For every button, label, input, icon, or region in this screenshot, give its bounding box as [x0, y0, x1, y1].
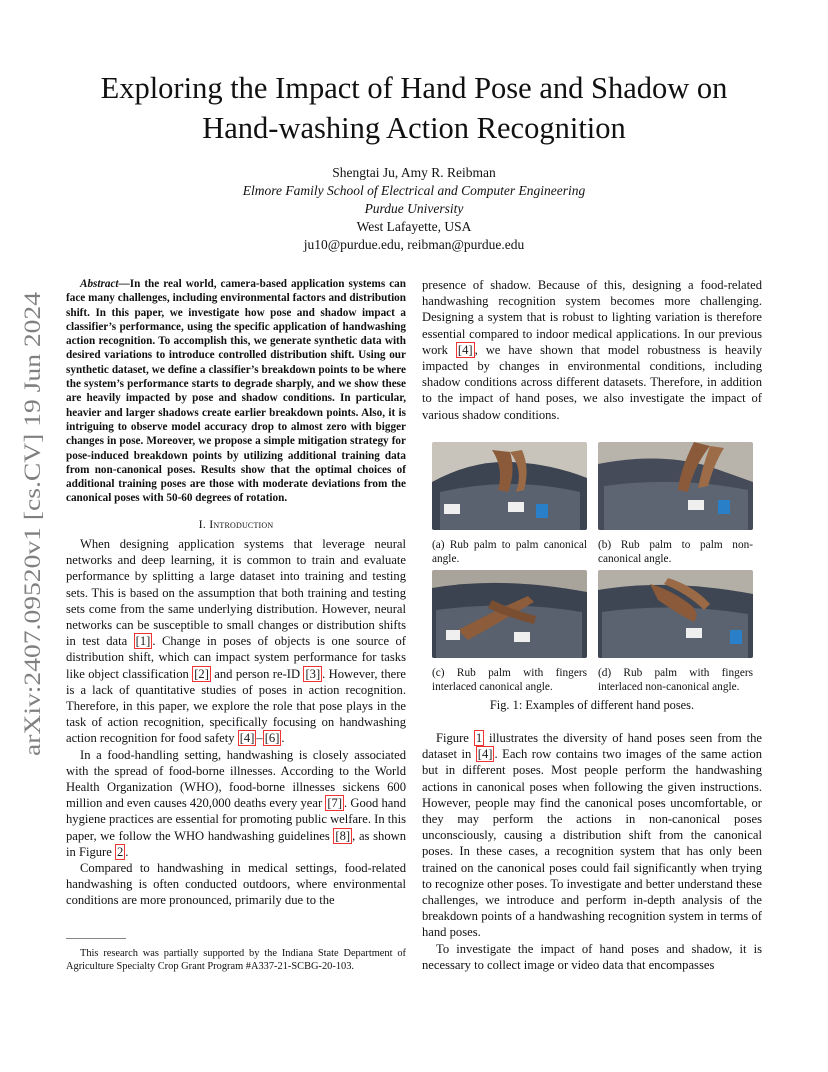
title-line-1: Exploring the Impact of Hand Pose and Shadow on — [100, 71, 728, 105]
right-column-top — [422, 277, 762, 423]
hand-pose-image-b — [598, 442, 753, 530]
intro-paragraph-1: When designing application systems that leverage neural networks and deep learning, it is common to train and evaluate performance by splitting a large dataset into training and testing sets. This is based on the assumption that both training and testing sets come from the same underlying distribution. However, neural networks can be susceptible to small changes or distribution shifts in test data [1] . Change in poses of objects is one source of distribution shift, which can impact system performance for tasks like object classification [2] and person re-ID [3] . However, there is a lack of quantitative studies of poses in action recognition. Therefore, in this paper, we explore the role that pose plays in the task of action recognition, specifically focusing on handwashing action recognition for food safety [4] – [6] . — [66, 536, 407, 746]
right-paragraph-3: To investigate the impact of hand poses and shadow, it is necessary to collect image or video data that encompasses — [422, 941, 762, 972]
caption-a: (a) Rub palm to palm canonical angle. — [432, 539, 587, 565]
intro-paragraph-2: In a food-handling setting, handwashing is closely associated with the spread of food-borne illnesses. According to the World Health Organization (WHO), food-borne illnesses sickens 600 million and even causes 420,000 deaths every year [7] . Good hand hygiene practices are essential for promoting public welfare. In this paper, we follow the WHO handwashing guidelines [8] , as shown in Figure 2 . — [66, 747, 407, 859]
author-names: Shengtai Ju, Amy R. Reibman — [332, 165, 496, 180]
right-paragraph-1: presence of shadow. Because of this, designing a food-related handwashing recognition system becomes more challenging. Designing a system that is robust to lighting variation is therefore essential compared to indoor medical applications. In our previous work [4] , we have shown that model robustness is heavily impacted by changes in environmental conditions, including shadow conditions across different datasets. Therefore, in addition to the impact of hand poses, we also investigate the impact of various shadow conditions. — [422, 278, 762, 422]
author-block — [60, 164, 768, 254]
hand-pose-image-d — [598, 570, 753, 658]
subfigure-d — [598, 570, 753, 694]
abstract-text: —In the real world, camera-based application systems can face many challenges, including environmental factors and distribution shift. In this paper, we investigate how pose and shadow impact a classifier’s performance, using the specific application of handwashing action recognition. To accomplish this, we generate synthetic data with desired variations to introduce controlled distribution shift. Using our synthetic dataset, we define a classifier’s breakdown points to be where the system’s performance starts to degrade sharply, and we show these are heavily impacted by pose and shadow conditions. In particular, heavier and larger shadows create earlier breakdown points. Also, it is intriguing to observe model accuracy drop to almost zero with bigger changes in pose. Moreover, we propose a simple mitigation strategy for pose-induced breakdown points by utilizing additional training data from non-canonical poses. Results show that the optimal choices of additional training poses are those with moderate deviations from the canonical poses with 50-60 degrees of rotation. — [66, 278, 406, 505]
university: Purdue University — [364, 201, 464, 216]
caption-d: (d) Rub palm with fingers interlaced non-canonical angle. — [598, 667, 753, 693]
intro-paragraph-3: Compared to handwashing in medical settings, food-related handwashing is often conducted outdoors, where environmental conditions are more pronounced, primarily due to the — [66, 861, 406, 908]
abstract-label: Abstract — [80, 278, 119, 290]
abstract — [66, 277, 406, 506]
citation-link[interactable]: [4] — [239, 731, 255, 746]
citation-link[interactable]: [2] — [194, 666, 209, 681]
title-line-2: Hand-washing Action Recognition — [202, 111, 626, 145]
citation-link[interactable]: [4] — [457, 342, 473, 357]
footnote: This research was partially supported by the Indiana State Department of Agriculture Specialty Crop Grant Program #A337-21-SCBG-20-103. — [66, 948, 406, 972]
caption-b: (b) Rub palm to palm non-canonical angle. — [598, 539, 753, 565]
citation-link[interactable]: [8] — [335, 828, 351, 843]
subfigure-a — [432, 442, 587, 566]
citation-link[interactable]: [3] — [305, 666, 321, 681]
figure-link[interactable]: 1 — [475, 731, 483, 745]
citation-link[interactable]: [1] — [135, 634, 151, 649]
citation-link[interactable]: [7] — [327, 796, 343, 811]
paper-title — [60, 68, 768, 148]
subfigure-c — [432, 570, 587, 694]
citation-link[interactable]: [4] — [477, 747, 493, 762]
location: West Lafayette, USA — [356, 219, 472, 234]
right-column-bottom — [422, 730, 762, 973]
arxiv-stamp-text: arXiv:2407.09520v1 [cs.CV] 19 Jun 2024 — [20, 368, 45, 756]
affiliation: Elmore Family School of Electrical and Computer Engineering — [242, 183, 586, 198]
caption-c: (c) Rub palm with fingers interlaced canonical angle. — [432, 667, 587, 693]
hand-pose-image-c — [432, 570, 587, 658]
arxiv-stamp — [6, 290, 50, 760]
right-paragraph-2: Figure 1 illustrates the diversity of hand poses seen from the dataset in [4] . Each row contains two images of the same action but in different poses. Most people perform the handwashing actions in canonical poses when following the given instructions. However, people may find the canonical poses uncomfortable, or they may perform the actions in non-canonical poses unconsciously, causing a distribution shift from the canonical poses. In these cases, a recognition system that has only been trained on the canonical poses could fail significantly when trying to recognize other poses. To investigate and better understand these challenges, we introduce and perform in-depth analysis of the breakdown points of a handwashing recognition system in terms of hand poses. — [422, 731, 763, 940]
citation-link[interactable]: [6] — [264, 731, 280, 746]
footnote-rule — [66, 938, 126, 939]
figure-link[interactable]: 2 — [116, 844, 124, 859]
figure-1-caption: Fig. 1: Examples of different hand poses. — [489, 698, 695, 712]
left-column — [66, 277, 406, 909]
subfigure-b — [598, 442, 753, 566]
hand-pose-image-a — [432, 442, 587, 530]
emails: ju10@purdue.edu, reibman@purdue.edu — [303, 237, 525, 252]
section-heading-introduction: I. Introduction — [198, 516, 274, 531]
